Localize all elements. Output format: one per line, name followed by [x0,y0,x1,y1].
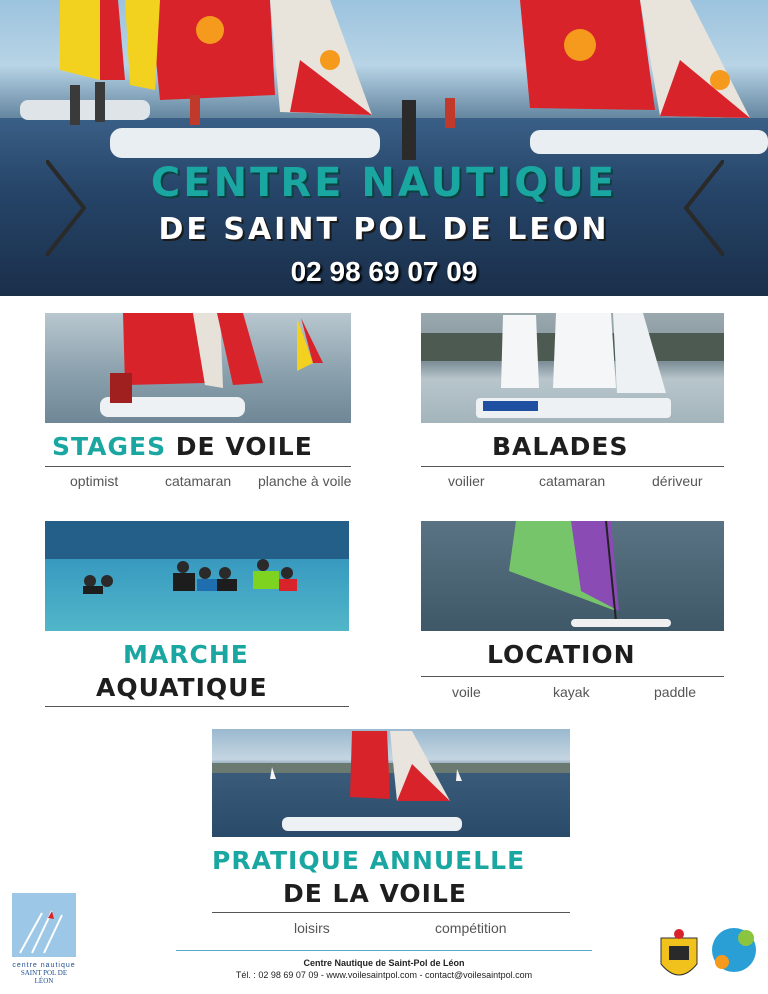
ville-crest-logo [655,928,703,986]
pratique-item-loisirs: loisirs [294,920,330,936]
location-photo [421,521,724,631]
balades-photo [421,313,724,423]
hero-title-line2: DE SAINT POL DE LEON [158,212,610,247]
crest-icon [655,928,703,986]
location-item-kayak: kayak [553,684,590,700]
balades-divider [421,466,724,467]
stages-item-optimist: optimist [70,473,119,489]
marche-swimmers-illustration [45,521,349,631]
balades-title: BALADES [492,432,629,461]
pratique-item-competition: compétition [435,920,507,936]
stages-divider [45,466,351,467]
marche-title-line1: MARCHE [123,640,249,669]
location-title: LOCATION [487,640,636,669]
location-item-voile: voile [452,684,481,700]
stages-item-planche: planche à voile [258,473,352,489]
balades-item-voilier: voilier [448,473,485,489]
hero-sailboats-illustration [0,0,768,296]
logo-text-line2: SAINT POL DE LÉON [20,969,68,985]
stages-photo [45,313,351,423]
pratique-title-line2: DE LA VOILE [283,879,467,908]
marche-photo [45,521,349,631]
location-windsurf-illustration [421,521,724,631]
logo-text-line1: centre nautique [12,962,76,969]
hero-title-line1: CENTRE NAUTIQUE [150,160,618,206]
footer-name: Centre Nautique de Saint-Pol de Léon [303,958,465,968]
footer-divider [176,950,592,951]
balades-item-catamaran: catamaran [539,473,606,489]
famille-plus-icon [706,920,762,986]
famille-plus-logo [706,920,762,986]
balades-item-deriveur: dériveur [652,473,703,489]
marche-title-line2: AQUATIQUE [96,673,268,702]
hero-banner [0,0,768,296]
balades-sailboat-illustration [421,313,724,423]
pratique-title-line1: PRATIQUE ANNUELLE [212,846,526,875]
footer-contact: Tél. : 02 98 69 07 09 - www.voilesaintpol.com - contact@voilesaintpol.com [235,970,533,980]
pratique-sailboat-illustration [212,729,570,837]
stages-item-catamaran: catamaran [165,473,232,489]
pratique-divider [212,912,570,913]
hero-phone: 02 98 69 07 09 [290,256,478,287]
location-divider [421,676,724,677]
centre-nautique-logo [12,893,76,985]
location-item-paddle: paddle [654,684,697,700]
stages-sailboat-illustration [45,313,351,423]
sailboats-logo-icon [12,893,76,957]
pratique-photo [212,729,570,837]
marche-divider [45,706,349,707]
stages-title: STAGES DE VOILE [52,432,313,461]
